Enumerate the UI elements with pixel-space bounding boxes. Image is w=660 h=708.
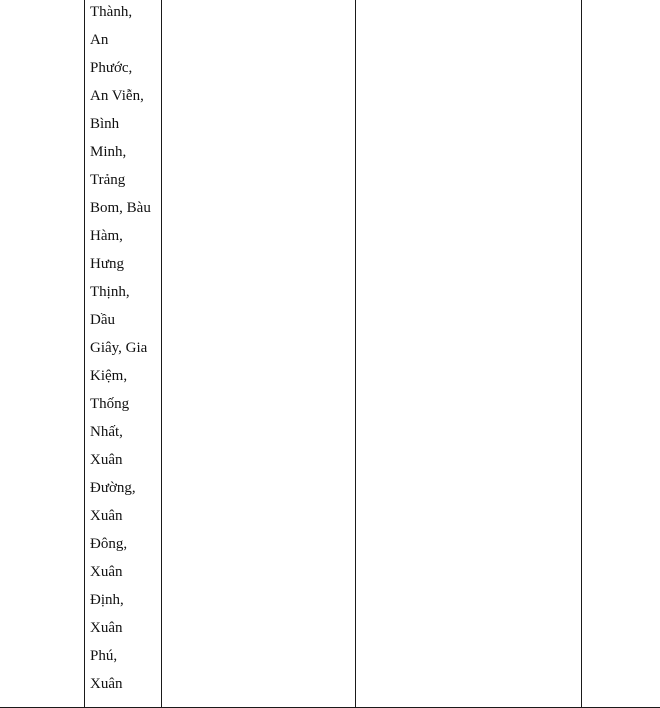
cell-line: Thống: [90, 396, 130, 412]
column-border: [84, 0, 85, 708]
cell-line: Xuân: [90, 452, 123, 468]
cell-line: Dầu: [90, 312, 115, 328]
cell-line: Giây, Gia: [90, 340, 148, 356]
cell-line: Nhất,: [90, 424, 123, 440]
cell-line: Phú,: [90, 648, 118, 664]
cell-line: Minh,: [90, 144, 127, 160]
cell-line: Xuân: [90, 676, 123, 692]
cell-line: Xuân: [90, 564, 123, 580]
cell-line: Trảng: [90, 172, 126, 188]
cell-line: Bom, Bàu: [90, 200, 151, 216]
cell-line: Đường,: [90, 480, 136, 496]
cell-line: Xuân: [90, 508, 123, 524]
cell-line: Phước,: [90, 60, 133, 76]
column-border: [355, 0, 356, 708]
column-border: [581, 0, 582, 708]
cell-line: Xuân: [90, 620, 123, 636]
cell-line: Thịnh,: [90, 284, 130, 300]
column-border: [161, 0, 162, 708]
cell-line: Thành,: [90, 4, 133, 20]
cell-line: Bình: [90, 116, 120, 132]
cell-line: Hàm,: [90, 228, 123, 244]
cell-line: Kiệm,: [90, 368, 128, 384]
cell-line: An Viễn,: [90, 88, 144, 104]
cell-line: Định,: [90, 592, 124, 608]
cell-line: An: [90, 32, 109, 48]
cell-line: Đông,: [90, 536, 128, 552]
cell-line: Hưng: [90, 256, 124, 272]
